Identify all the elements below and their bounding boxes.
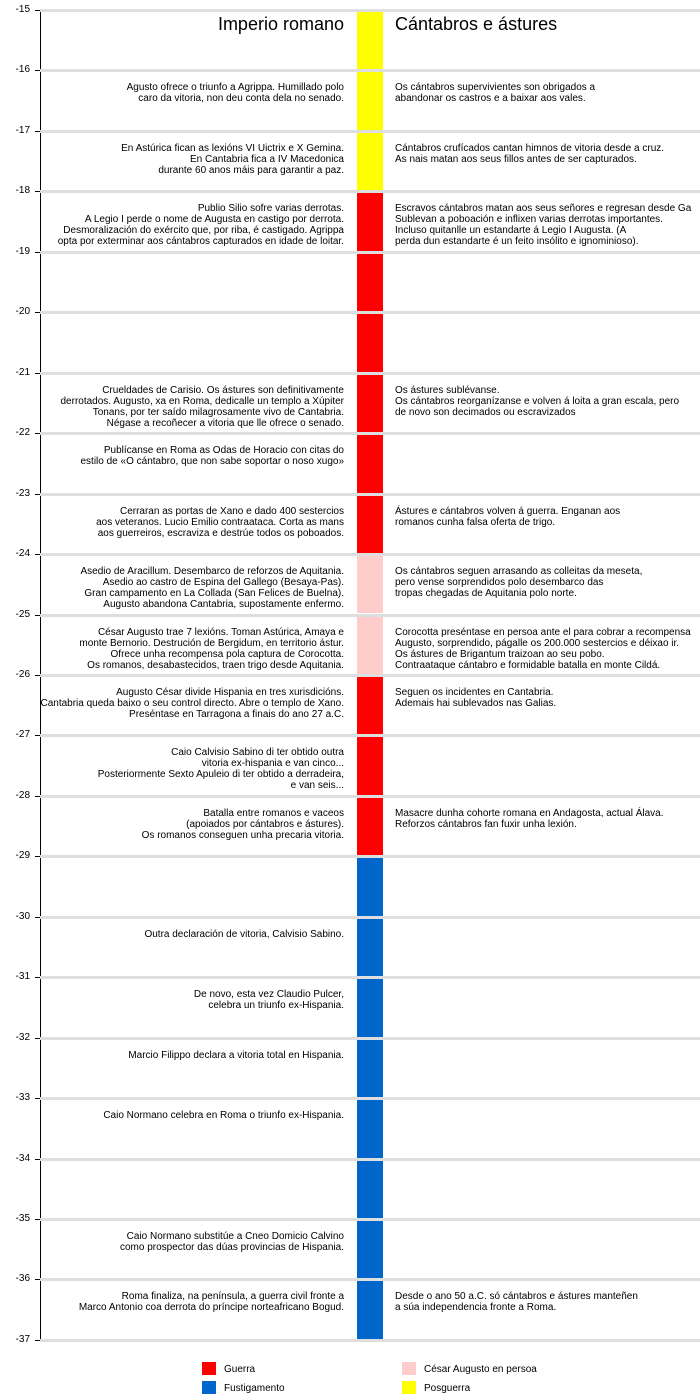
event-right: Desde o ano 50 a.C. só cántabros e ástures manteñen a súa independencia fronte a Roma.: [395, 1291, 638, 1314]
event-right: Os ástures sublévanse. Os cántabros reorganízanse e volven á loita a gran escala, pero de novo son decimados ou escravizados: [395, 384, 680, 418]
y-tick-label: -21: [15, 366, 30, 378]
y-tick-label: -36: [15, 1273, 30, 1285]
phase-segment-guerra: [357, 737, 383, 794]
event-left: Caio Calvisio Sabino di ter obtido outra vitoria ex-hispania e van cinco... Posteriormente Sexto Apuleio di ter obtido a derradeira, e van seis...: [97, 747, 344, 792]
y-tick-label: -35: [15, 1213, 30, 1224]
y-tick-label: -19: [15, 245, 30, 257]
y-tick-label: -27: [15, 729, 30, 741]
y-tick-label: -34: [15, 1152, 30, 1164]
title-roman-empire: Imperio romano: [217, 14, 344, 34]
phase-segment-guerra: [357, 193, 383, 250]
event-right: Masacre dunha cohorte romana en Andagosta, actual Álava. Reforzos cántabros fan fuxir unha lexión.: [395, 807, 664, 830]
y-tick-label: -26: [15, 668, 30, 680]
phase-segment-fustigamento: [357, 979, 383, 1036]
title-cantabrians-asturians: Cántabros e ástures: [395, 14, 558, 34]
legend-swatch: [402, 1362, 416, 1375]
event-left: Publícanse en Roma as Odas de Horacio con citas do estilo de «O cántabro, que non sabe soportar o noso xugo»: [80, 445, 344, 468]
event-left: Crueldades de Carisio. Os ástures son definitivamente derrotados. Augusto, xa en Roma, dedicalle un templo a Xúpiter Tonans, por ter saído milagrosamente vivo de Cantabria. Négase a recoñecer a vitoria que lle ofrece o senado.: [60, 384, 344, 429]
y-tick-label: -17: [15, 124, 30, 136]
phase-segment-fustigamento: [357, 1281, 383, 1338]
event-right: Seguen os incidentes en Cantabria. Ademais hai sublevados nas Galias.: [395, 686, 557, 709]
phase-segment-augusto: [357, 617, 383, 674]
y-tick-label: -18: [15, 185, 30, 197]
phase-segment-fustigamento: [357, 1161, 383, 1218]
event-right: Cántabros crufícados cantan himnos de vitoria desde a cruz. As nais matan aos seus fillos antes de ser capturados.: [395, 142, 665, 165]
phase-segment-guerra: [357, 375, 383, 432]
y-tick-label: -24: [15, 548, 30, 560]
phase-segment-guerra: [357, 435, 383, 492]
y-tick-label: -28: [15, 789, 30, 801]
event-left: Cerraran as portas de Xano e dado 400 sestercios aos veteranos. Lucio Emilio contraataca. Corta as mans aos guerreiros, escraviza e destrúe todos os poboados.: [96, 505, 344, 539]
phase-segment-fustigamento: [357, 919, 383, 976]
event-left: Augusto César divide Hispania en tres xurisdicións. Cantabria queda baixo o seu control directo. Abre o templo de Xano. Preséntase en Tarragona a finais do ano 27 a.C.: [40, 686, 344, 720]
phase-segment-guerra: [357, 496, 383, 553]
event-left: En Astúrica fican as lexións VI Uictrix e X Gemina. En Cantabria fica a IV Macedonica durante 60 anos máis para garantir a paz.: [121, 142, 344, 176]
event-left: Batalla entre romanos e vaceos (apoiados por cántabros e ástures). Os romanos conseguen unha precaria vitoria.: [141, 807, 344, 841]
phase-segment-guerra: [357, 798, 383, 855]
legend-swatch: [202, 1362, 216, 1375]
y-tick-label: -15: [15, 4, 30, 15]
phase-segment-guerra: [357, 677, 383, 734]
event-left: Asedio de Aracillum. Desembarco de reforzos de Aquitania. Asedio ao castro de Espina del Gallego (Besaya-Pas). Gran campamento en La Collada (San Felices de Buelna). Augusto abandona Cantabria, supostamente enfermo.: [80, 566, 344, 611]
phase-segment-posguerra: [357, 133, 383, 190]
y-tick-label: -22: [15, 427, 30, 439]
event-left: Outra declaración de vitoria, Calvisio Sabino.: [144, 928, 344, 940]
phase-segment-posguerra: [357, 12, 383, 69]
event-right: Ástures e cántabros volven á guerra. Enganan aos romanos cunha falsa oferta de trigo.: [395, 505, 621, 528]
event-left: Roma finaliza, na península, a guerra civil fronte a Marco Antonio coa derrota do príncipe norteafricano Bogud.: [78, 1291, 344, 1314]
legend-label: Posguerra: [424, 1383, 471, 1394]
phase-segment-fustigamento: [357, 1221, 383, 1278]
phase-segment-guerra: [357, 254, 383, 311]
y-tick-label: -29: [15, 850, 30, 862]
legend-label: Guerra: [224, 1364, 256, 1375]
y-tick-label: -16: [15, 64, 30, 76]
y-tick-label: -37: [15, 1333, 30, 1345]
event-right: Escravos cántabros matan aos seus señores e regresan desde Ga Sublevan a poboación e inflixen varias derrotas importantes. Incluso quitanlle un estandarte á Legio I Augusta. (A perda dun estandarte é un feito insólito e ignominioso).: [395, 203, 692, 248]
y-tick-label: -25: [15, 608, 30, 620]
event-left: César Augusto trae 7 lexións. Toman Astúrica, Amaya e monte Bernorio. Destrución de Bergidum, en territorio ástur. Ofrece unha recompensa pola captura de Corocotta. Os romanos, desabastecidos, traen trigo desde Aquitania.: [79, 626, 344, 671]
phase-segment-fustigamento: [357, 858, 383, 915]
legend-label: César Augusto en persoa: [424, 1364, 537, 1375]
phase-segment-guerra: [357, 314, 383, 371]
event-left: Agusto ofrece o triunfo a Agrippa. Humillado polo caro da vitoria, non deu conta dela no senado.: [126, 82, 344, 105]
phase-segment-posguerra: [357, 72, 383, 129]
event-right: Os cántabros seguen arrasando as colleitas da meseta, pero vense sorprendidos polo desembarco das tropas chegadas de Aquitania polo norte.: [395, 566, 643, 600]
event-left: Marcio Filippo declara a vitoria total en Hispania.: [128, 1049, 344, 1061]
phase-segment-fustigamento: [357, 1100, 383, 1157]
event-left: Caio Normano substitúe a Cneo Domicio Calvino como prospector das dúas provincias de Hispania.: [119, 1231, 344, 1253]
y-tick-label: -32: [15, 1031, 30, 1043]
legend-label: Fustigamento: [224, 1383, 285, 1394]
event-left: De novo, esta vez Claudio Pulcer, celebra un triunfo ex-Hispania.: [193, 989, 344, 1012]
event-left: Caio Normano celebra en Roma o triunfo ex-Hispania.: [103, 1110, 344, 1122]
event-left: Publio Silio sofre varias derrotas. A Legio I perde o nome de Augusta en castigo por derrota. Desmoralización do exército que, por riba, é castigado. Agrippa opta por exterminar aos cántabros capturados en idade de loitar.: [57, 203, 344, 248]
y-tick-label: -31: [15, 971, 30, 983]
phase-segment-augusto: [357, 556, 383, 613]
phase-segment-fustigamento: [357, 1040, 383, 1097]
y-tick-label: -23: [15, 487, 30, 499]
y-tick-label: -30: [15, 910, 30, 922]
legend-swatch: [202, 1381, 216, 1394]
y-tick-label: -20: [15, 306, 30, 318]
y-tick-label: -33: [15, 1092, 30, 1104]
event-right: Corocotta preséntase en persoa ante el para cobrar a recompensa Augusto, sorprendido, págalle os 200.000 sestercios e déixao ir. Os ástures de Brigantum traizoan ao seu pobo. Contraataque cántabro e formidable batalla en monte Cildá.: [395, 626, 691, 671]
legend-swatch: [402, 1381, 416, 1394]
grid-line: [40, 1339, 700, 1342]
event-right: Os cántabros supervivientes son obrigados a abandonar os castros e a baixar aos vales.: [395, 82, 596, 105]
